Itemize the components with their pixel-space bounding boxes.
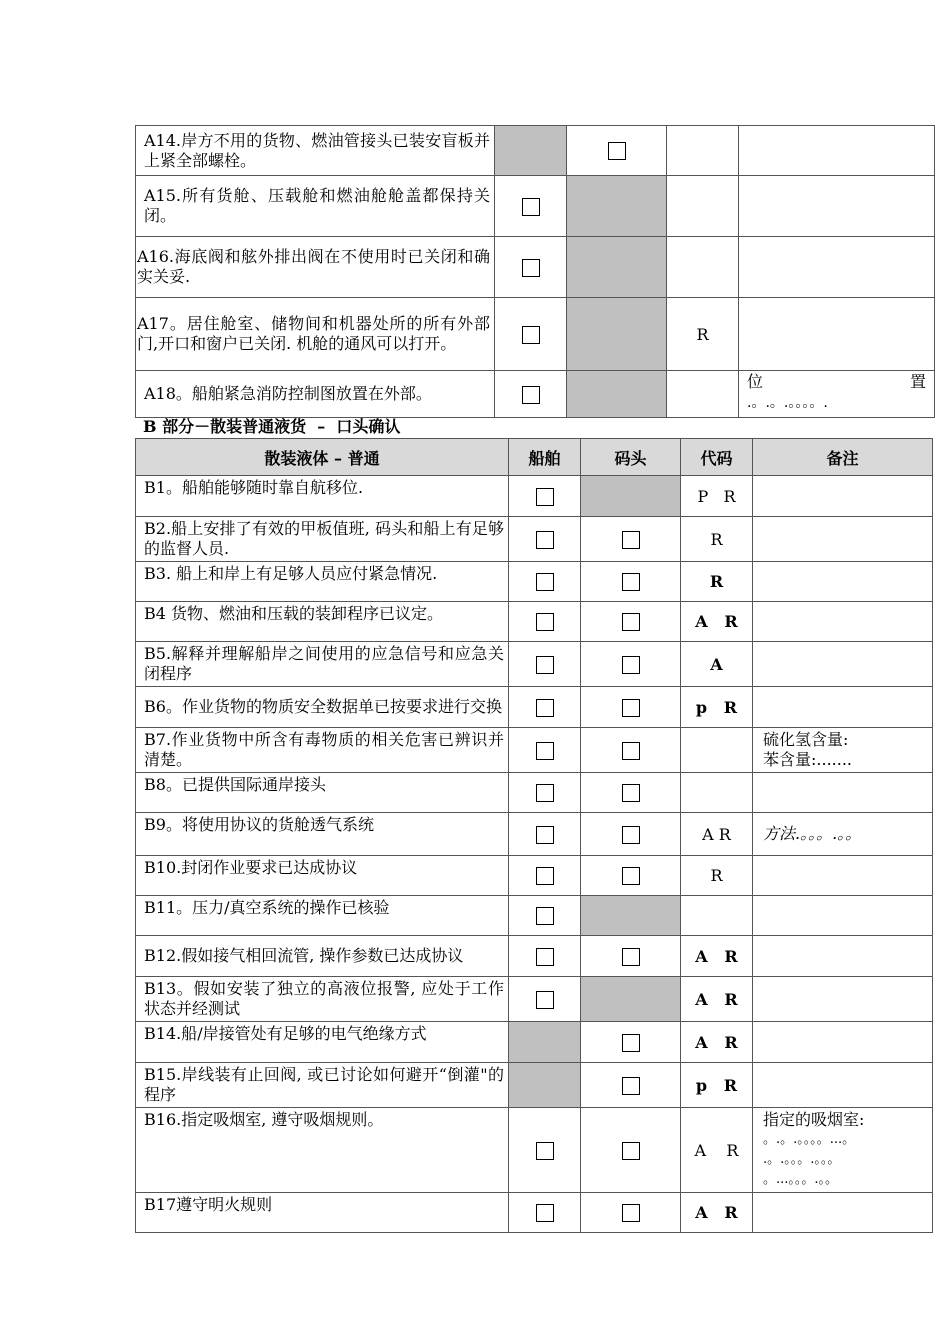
item-label: B16.指定吸烟室, 遵守吸烟规则。 [136, 1108, 509, 1193]
terminal-checkbox[interactable] [622, 699, 640, 717]
table-row [136, 237, 935, 298]
item-label: B8。已提供国际通岸接头 [136, 773, 509, 813]
code-cell: A R [681, 602, 753, 642]
remarks-cell [753, 856, 933, 896]
ship-checkbox[interactable] [536, 784, 554, 802]
item-label: B15.岸线装有止回阀, 或已讨论如何避开“倒灌"的程序 [136, 1063, 509, 1108]
table-row [136, 1108, 933, 1193]
terminal-cell [581, 856, 681, 896]
terminal-checkbox[interactable] [608, 142, 626, 160]
section-b-table [135, 438, 933, 1233]
table-row [136, 126, 935, 176]
terminal-cell-shaded [567, 237, 667, 298]
item-label: A17。居住舱室、储物间和机器处所的所有外部门,开口和窗户已关闭. 机舱的通风可以打开。 [136, 298, 495, 371]
header-ship: 船舶 [509, 439, 581, 476]
terminal-cell-shaded [581, 476, 681, 517]
ship-cell [509, 728, 581, 773]
item-label: A15.所有货舱、压载舱和燃油舱舱盖都保持关闭。 [136, 176, 495, 237]
item-label: B7.作业货物中所含有毒物质的相关危害已辨识并清楚。 [136, 728, 509, 773]
terminal-checkbox[interactable] [622, 867, 640, 885]
item-label: B10.封闭作业要求已达成协议 [136, 856, 509, 896]
remarks-cell [739, 298, 935, 371]
remarks-cell [753, 517, 933, 562]
ship-checkbox[interactable] [536, 742, 554, 760]
table-row [136, 562, 933, 602]
table-row [136, 371, 935, 418]
item-label: A18。船舶紧急消防控制图放置在外部。 [136, 371, 495, 418]
terminal-cell-shaded [567, 176, 667, 237]
table-row [136, 936, 933, 977]
code-cell [667, 237, 739, 298]
item-label: A16.海底阀和舷外排出阀在不使用时已关闭和确实关妥. [136, 237, 495, 298]
ship-cell [509, 602, 581, 642]
ship-checkbox[interactable] [536, 573, 554, 591]
position-label-row [739, 371, 934, 393]
code-cell [667, 126, 739, 176]
terminal-cell [581, 773, 681, 813]
remarks-cell [753, 773, 933, 813]
remarks-cell [753, 1108, 933, 1193]
ship-cell [509, 517, 581, 562]
table-row [136, 1193, 933, 1233]
remarks-cell [739, 237, 935, 298]
item-label: B12.假如接气相回流管, 操作参数已达成协议 [136, 936, 509, 977]
item-label: B4 货物、燃油和压载的装卸程序已议定。 [136, 602, 509, 642]
remarks-cell [753, 687, 933, 728]
ship-checkbox[interactable] [536, 656, 554, 674]
table-row [136, 856, 933, 896]
item-label: B6。作业货物的物质安全数据单已按要求进行交换 [136, 687, 509, 728]
code-cell: p R [681, 687, 753, 728]
terminal-cell-shaded [581, 977, 681, 1022]
item-label: A14.岸方不用的货物、燃油管接头已装安盲板并上紧全部螺栓。 [136, 126, 495, 176]
smoking-room-blank: 。.。.。。。。...。 [763, 1132, 856, 1147]
position-blank: .。.。.。。。。. [747, 395, 828, 411]
smoking-room-blank: .。.。。。.。。。 [763, 1152, 841, 1167]
table-row [136, 602, 933, 642]
item-label: B11。压力/真空系统的操作已核验 [136, 896, 509, 936]
ship-cell [495, 371, 567, 418]
ship-checkbox[interactable] [536, 531, 554, 549]
terminal-checkbox[interactable] [622, 531, 640, 549]
remarks-cell: 方法.。。。.。。 [753, 813, 933, 856]
item-label: B1。船舶能够随时靠自航移位. [136, 476, 509, 517]
remarks-cell [753, 896, 933, 936]
ship-cell [495, 176, 567, 237]
code-cell: A [681, 642, 753, 687]
ship-cell-shaded [509, 1022, 581, 1063]
terminal-checkbox[interactable] [622, 573, 640, 591]
ship-checkbox[interactable] [522, 326, 540, 344]
terminal-cell [581, 687, 681, 728]
table-row [136, 896, 933, 936]
remarks-cell [753, 602, 933, 642]
code-cell [667, 371, 739, 418]
table-row [136, 176, 935, 237]
position-label-part: 置 [909, 372, 926, 391]
remarks-cell [739, 176, 935, 237]
code-cell: R [667, 298, 739, 371]
terminal-cell [581, 602, 681, 642]
item-label [136, 517, 509, 562]
terminal-checkbox[interactable] [622, 784, 640, 802]
ship-checkbox[interactable] [522, 198, 540, 216]
table-row [136, 977, 933, 1022]
remarks-cell [753, 642, 933, 687]
header-terminal: 码头 [581, 439, 681, 476]
terminal-cell-shaded [567, 298, 667, 371]
ship-cell [509, 1108, 581, 1193]
terminal-checkbox[interactable] [622, 613, 640, 631]
ship-checkbox[interactable] [536, 948, 554, 966]
item-label: B3. 船上和岸上有足够人员应付紧急情况. [136, 562, 509, 602]
table-row [136, 728, 933, 773]
remarks-cell [753, 476, 933, 517]
ship-cell [509, 896, 581, 936]
ship-checkbox[interactable] [536, 1142, 554, 1160]
table-row [136, 517, 933, 562]
code-cell: R [681, 562, 753, 602]
code-cell [681, 773, 753, 813]
code-cell: A R [681, 1193, 753, 1233]
ship-cell [509, 476, 581, 517]
table-row [136, 813, 933, 856]
item-label: B17遵守明火规则 [136, 1193, 509, 1233]
terminal-checkbox[interactable] [622, 1077, 640, 1095]
ship-checkbox[interactable] [536, 613, 554, 631]
terminal-checkbox[interactable] [622, 1034, 640, 1052]
item-label-text: B2.船上安排了有效的甲板值班, 码头和船上有足够的监督人员. [144, 519, 504, 558]
code-cell [681, 896, 753, 936]
terminal-checkbox[interactable] [622, 1142, 640, 1160]
ship-checkbox[interactable] [536, 867, 554, 885]
table-row [136, 1022, 933, 1063]
item-label: B13。假如安装了独立的高液位报警, 应处于工作状态并经测试 [136, 977, 509, 1022]
ship-cell [509, 977, 581, 1022]
table-row [136, 298, 935, 371]
terminal-cell [581, 813, 681, 856]
position-label-part: 位 [747, 372, 764, 391]
ship-cell [509, 936, 581, 977]
benzene-content-label: 苯含量:....... [763, 750, 852, 769]
code-cell: R [681, 517, 753, 562]
code-cell: A R [681, 936, 753, 977]
terminal-cell [581, 936, 681, 977]
ship-cell [509, 813, 581, 856]
ship-cell [509, 562, 581, 602]
ship-cell-shaded [509, 1063, 581, 1108]
terminal-cell [581, 642, 681, 687]
header-code: 代码 [681, 439, 753, 476]
ship-cell [509, 856, 581, 896]
ship-checkbox[interactable] [522, 259, 540, 277]
remarks-cell [753, 1063, 933, 1108]
terminal-checkbox[interactable] [622, 826, 640, 844]
terminal-checkbox[interactable] [622, 948, 640, 966]
terminal-cell [567, 126, 667, 176]
terminal-cell [581, 562, 681, 602]
table-row [136, 476, 933, 517]
table-row [136, 773, 933, 813]
ship-cell-shaded [495, 126, 567, 176]
item-label: B9。将使用协议的货舱透气系统 [136, 813, 509, 856]
section-a-table [135, 125, 935, 418]
remarks-cell [753, 728, 933, 773]
ship-checkbox[interactable] [536, 991, 554, 1009]
code-cell [667, 176, 739, 237]
header-item: 散装液体 – 普通 [136, 439, 509, 476]
remarks-cell [753, 1193, 933, 1233]
h2s-content-label: 硫化氢含量: [763, 730, 849, 749]
code-cell: P R [681, 476, 753, 517]
ship-cell [509, 1193, 581, 1233]
ship-checkbox[interactable] [536, 1204, 554, 1222]
ship-cell [509, 642, 581, 687]
terminal-checkbox[interactable] [622, 742, 640, 760]
remarks-cell [739, 126, 935, 176]
section-b-title: B 部分－散装普通液货 – 口头确认 [143, 417, 401, 436]
code-cell: A R [681, 1108, 753, 1193]
remarks-cell [739, 371, 935, 418]
ship-cell [495, 298, 567, 371]
terminal-cell-shaded [581, 896, 681, 936]
ship-cell [509, 687, 581, 728]
terminal-cell [581, 1108, 681, 1193]
code-cell: A R [681, 1022, 753, 1063]
table-row [136, 1063, 933, 1108]
terminal-cell [581, 728, 681, 773]
ship-checkbox[interactable] [536, 907, 554, 925]
ship-checkbox[interactable] [536, 699, 554, 717]
remarks-cell [753, 977, 933, 1022]
table-row [136, 687, 933, 728]
remarks-cell [753, 936, 933, 977]
code-cell [681, 728, 753, 773]
ship-checkbox[interactable] [536, 826, 554, 844]
terminal-cell [581, 517, 681, 562]
code-cell: A R [681, 977, 753, 1022]
terminal-checkbox[interactable] [622, 1204, 640, 1222]
code-cell: R [681, 856, 753, 896]
remarks-cell [753, 562, 933, 602]
terminal-checkbox[interactable] [622, 656, 640, 674]
terminal-cell [581, 1022, 681, 1063]
ship-checkbox[interactable] [522, 386, 540, 404]
ship-checkbox[interactable] [536, 488, 554, 506]
ship-cell [495, 237, 567, 298]
smoking-room-label: 指定的吸烟室: [763, 1110, 865, 1129]
terminal-cell-shaded [567, 371, 667, 418]
code-cell: p R [681, 1063, 753, 1108]
table-row [136, 642, 933, 687]
item-label: B5.解释并理解船岸之间使用的应急信号和应急关闭程序 [136, 642, 509, 687]
ship-cell [509, 773, 581, 813]
terminal-cell [581, 1063, 681, 1108]
header-row [136, 439, 933, 476]
code-cell: A R [681, 813, 753, 856]
header-remarks: 备注 [753, 439, 933, 476]
terminal-cell [581, 1193, 681, 1233]
item-label: B14.船/岸接管处有足够的电气绝缘方式 [136, 1022, 509, 1063]
remarks-cell [753, 1022, 933, 1063]
smoking-room-blank: 。...。。。.。。 [763, 1172, 839, 1187]
